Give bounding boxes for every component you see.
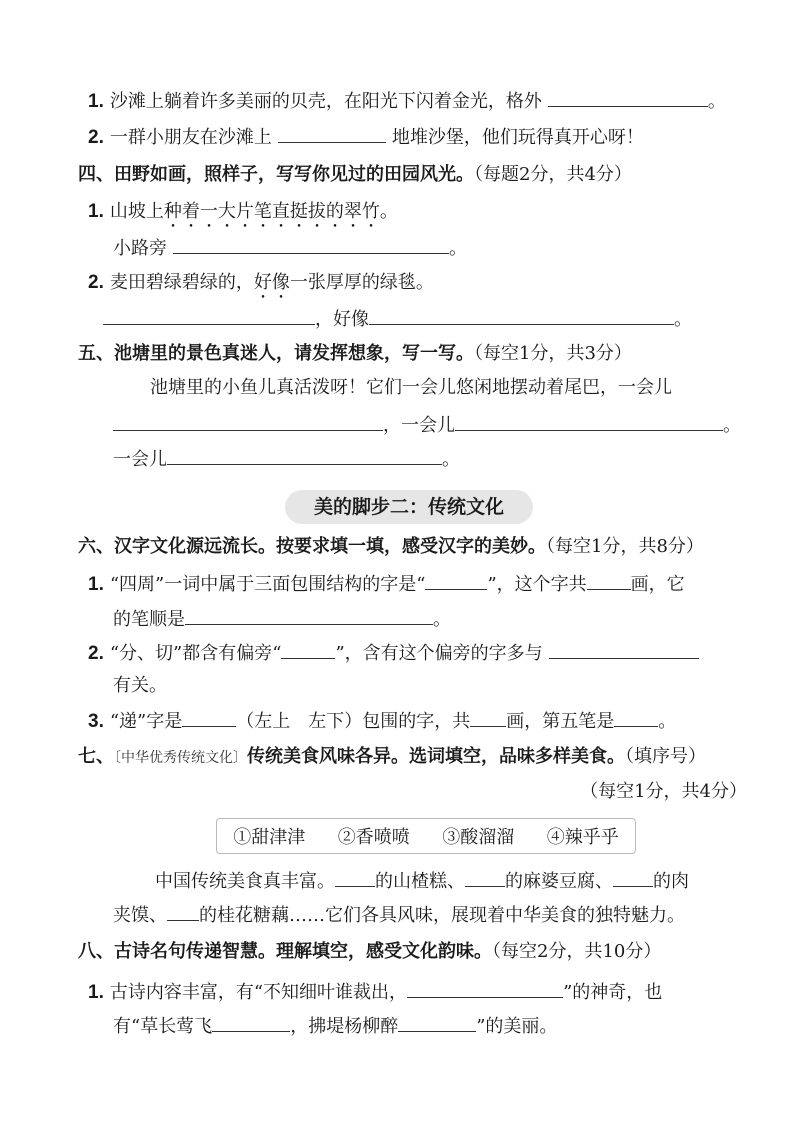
s5-text: 池塘里的小鱼儿真活泼呀！它们一会儿悠闲地摆动着尾巴，一会儿: [150, 377, 672, 398]
option: ③酸溜溜: [442, 827, 515, 848]
s8-q1-line2: [113, 1013, 557, 1039]
answer-blank[interactable]: [173, 235, 449, 254]
s7-para-line2: [113, 902, 685, 928]
category-tag: 〔中华优秀传统文化〕: [114, 750, 247, 766]
points: （每题2分，共4分）: [474, 164, 632, 185]
q-text: 沙滩上躺着许多美丽的贝壳，在阳光下闪着金光，格外: [109, 91, 542, 112]
answer-blank[interactable]: [549, 640, 699, 659]
q-text: 。: [449, 238, 467, 259]
section-number: 七、: [78, 746, 114, 767]
answer-blank[interactable]: [398, 1013, 476, 1032]
s6-q2: [88, 640, 699, 666]
answer-blank[interactable]: [113, 412, 383, 431]
emphasis-text: 好像: [253, 272, 290, 293]
q-text: 麦田碧绿碧绿的，: [109, 272, 254, 293]
answer-blank[interactable]: [167, 902, 199, 921]
q-number: 1.: [88, 982, 104, 1003]
q-text: ”的神奇，也: [563, 982, 663, 1003]
q-number: 2.: [88, 127, 104, 148]
points: （每空1分，共8分）: [546, 536, 704, 557]
s3-q2: [88, 124, 644, 150]
s6-q1: [88, 571, 685, 597]
q-text: ，好像: [315, 309, 369, 330]
answer-blank[interactable]: [182, 708, 236, 727]
s6-heading: [78, 535, 704, 559]
section-title: 六、汉字文化源远流长。按要求填一填，感受汉字的美妙。: [78, 536, 546, 557]
answer-blank[interactable]: [455, 412, 723, 431]
q-text: “四周”一词中属于三面包围结构的字是“: [109, 574, 426, 595]
q-text: 的肉: [653, 871, 689, 892]
answer-blank[interactable]: [103, 306, 315, 325]
q-number: 2.: [88, 643, 104, 664]
answer-blank[interactable]: [278, 124, 386, 143]
q-text: 画，它: [630, 574, 685, 595]
q-number: 3.: [88, 711, 104, 732]
s3-q1: [88, 88, 726, 114]
q-text: 。: [723, 415, 741, 436]
q-text: ”，含有这个偏旁的字多与: [335, 643, 543, 664]
answer-blank[interactable]: [281, 640, 335, 659]
q-text: 的笔顺是: [113, 609, 185, 630]
option: ①甜津津: [233, 827, 306, 848]
s5-line2: [113, 412, 741, 438]
answer-blank[interactable]: [587, 571, 631, 590]
option: ④辣乎乎: [546, 827, 619, 848]
word-options-box: [216, 818, 636, 854]
answer-blank[interactable]: [407, 979, 563, 998]
s4-q2: [88, 271, 434, 303]
answer-blank[interactable]: [614, 708, 658, 727]
q-text: “递”字是: [109, 711, 183, 732]
points: （每空2分，共10分）: [492, 941, 662, 962]
s6-q3: [88, 708, 676, 734]
q-text: 一会儿: [113, 449, 167, 470]
q-number: 1.: [88, 574, 104, 595]
s7-para-line1: [155, 868, 689, 894]
answer-blank[interactable]: [465, 868, 505, 887]
q-text: 。: [707, 91, 726, 112]
q-number: 2.: [88, 272, 104, 293]
section-title: 传统美食风味各异。选词填空，品味多样美食。: [247, 746, 625, 767]
answer-blank[interactable]: [613, 868, 653, 887]
q-text: ”的美丽。: [476, 1016, 558, 1037]
answer-blank[interactable]: [212, 1013, 290, 1032]
section-title: 五、池塘里的景色真迷人，请发挥想象，写一写。: [78, 343, 474, 364]
section-title: 八、古诗名句传递智慧。理解填空，感受文化韵味。: [78, 941, 492, 962]
note: （填序号）: [625, 746, 706, 767]
q-text: 有“草长莺飞: [113, 1016, 213, 1037]
q-number: 1.: [88, 91, 104, 112]
q-text: 。: [379, 201, 398, 222]
q-text: （左上 左下）包围的字，共: [236, 711, 471, 732]
q-text: 画，第五笔是: [506, 711, 615, 732]
q-text: 。: [433, 609, 451, 630]
s7-heading: [78, 745, 706, 770]
q-text: 山坡上: [109, 201, 164, 222]
points: （每空1分，共3分）: [474, 343, 632, 364]
s8-q1: [88, 979, 662, 1005]
answer-blank[interactable]: [425, 571, 487, 590]
q-text: ，拂堤杨柳醉: [290, 1016, 399, 1037]
q-text: 古诗内容丰富，有“不知细叶谁裁出，: [109, 982, 408, 1003]
q-text: 地堆沙堡，他们玩得真开心呀！: [391, 127, 644, 148]
q-text: 一张厚厚的绿毯。: [289, 272, 434, 293]
answer-blank[interactable]: [548, 88, 708, 107]
prompt: 小路旁: [113, 238, 167, 259]
q-text: 的山楂糕、: [375, 871, 465, 892]
s4-q1: [88, 200, 398, 232]
s7-points: （每空1分，共4分）: [580, 781, 747, 802]
q-text: 夹馍、: [113, 905, 167, 926]
answer-blank[interactable]: [167, 446, 442, 465]
s4-heading: [78, 163, 632, 187]
s5-line3: [113, 446, 460, 472]
s5-heading: [78, 342, 632, 366]
q-text: 。: [674, 309, 692, 330]
q-text: 中国传统美食真丰富。: [155, 871, 335, 892]
q-text: ，一会儿: [383, 415, 455, 436]
s6-q2-line2: 有关。: [113, 675, 167, 696]
s6-q1-line2: [113, 606, 451, 632]
q-text: 。: [442, 449, 460, 470]
q-text: “分、切”都含有偏旁“: [109, 643, 282, 664]
s8-heading: [78, 940, 661, 964]
q-number: 1.: [88, 201, 104, 222]
q-text: 。: [658, 711, 677, 732]
section-banner: 美的脚步二：传统文化: [285, 490, 533, 524]
q-text: 的麻婆豆腐、: [505, 871, 613, 892]
option: ②香喷喷: [337, 827, 410, 848]
answer-blank[interactable]: [185, 606, 433, 625]
s4-q2-answer: [103, 306, 692, 332]
q-text: 一群小朋友在沙滩上: [109, 127, 272, 148]
q-text: 的桂花糖藕……它们各具风味，展现着中华美食的独特魅力。: [199, 905, 685, 926]
emphasis-text: 种着一大片笔直挺拔的翠竹: [163, 201, 380, 222]
section-title: 四、田野如画，照样子，写写你见过的田园风光。: [78, 164, 474, 185]
answer-blank[interactable]: [369, 306, 674, 325]
q-text: ”，这个字共: [487, 574, 587, 595]
s4-q1-answer: [113, 235, 467, 261]
answer-blank[interactable]: [335, 868, 375, 887]
answer-blank[interactable]: [470, 708, 506, 727]
